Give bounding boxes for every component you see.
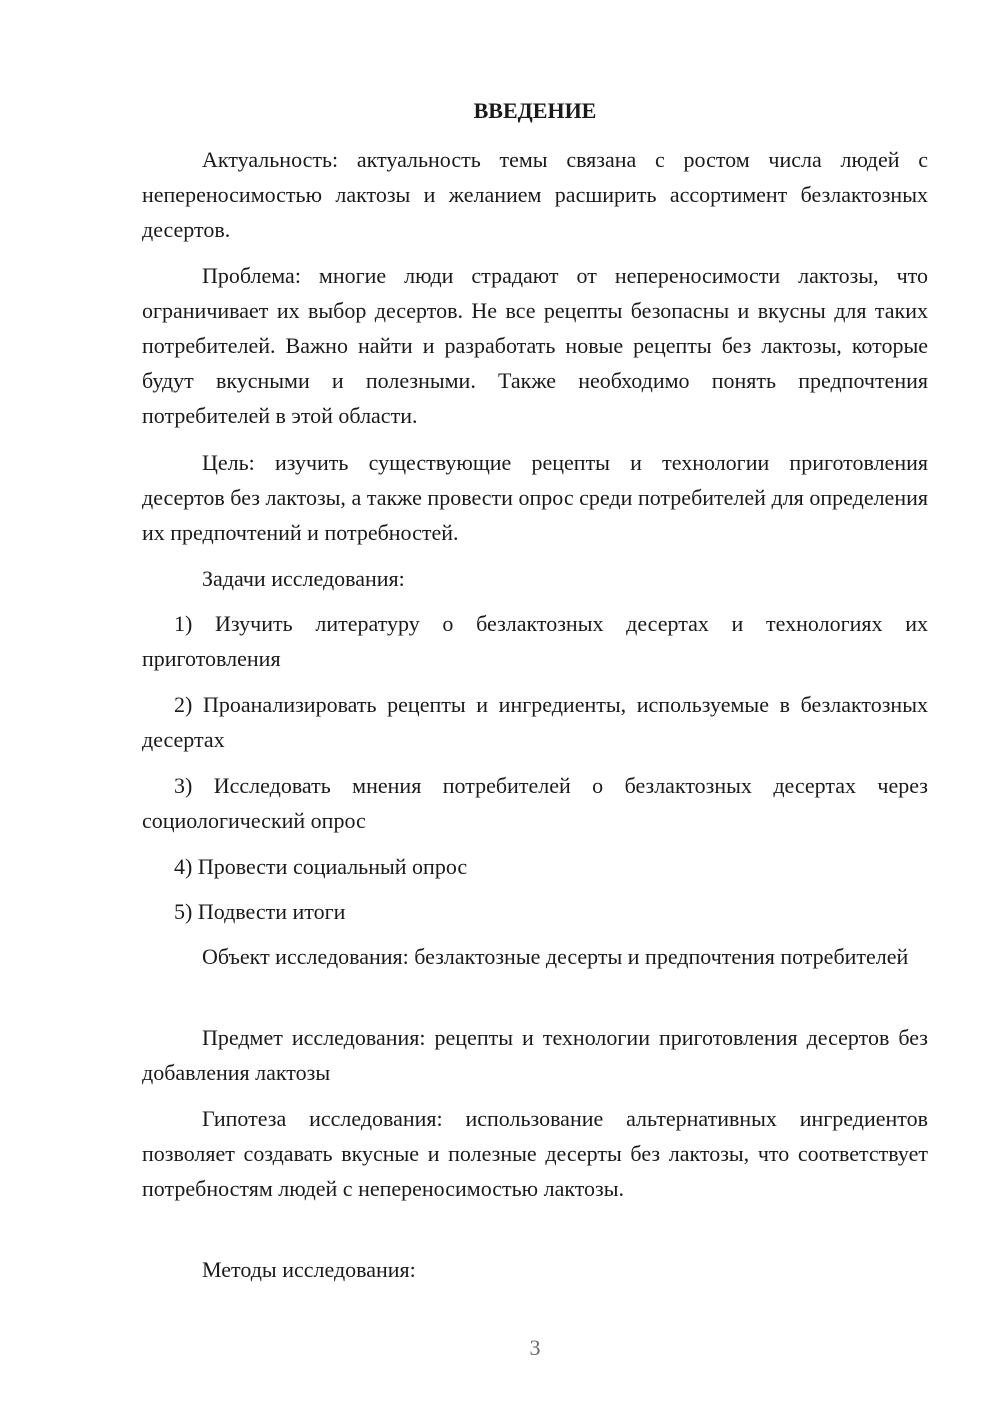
- methods-title: Методы исследования:: [202, 1257, 416, 1282]
- paragraph-problem: Проблема: многие люди страдают от непереносимости лактозы, что ограничивает их выбор десертов. Не все рецепты безопасны и вкусны для таких потребителей. Важно найти и разработать новые рецепты без лактозы, которые будут вкусными и полезными. Также необходимо понять предпочтения потребителей в этой области.: [142, 263, 928, 428]
- tasks-title: Задачи исследования:: [202, 566, 405, 591]
- paragraph-object: Объект исследования: безлактозные десерты и предпочтения потребителей: [202, 944, 909, 969]
- task-item-2: 2) Проанализировать рецепты и ингредиенты, используемые в безлактозных десертах: [142, 692, 928, 752]
- section-heading: ВВЕДЕНИЕ: [473, 98, 597, 123]
- task-item-4: 4) Провести социальный опрос: [174, 854, 468, 879]
- paragraph-hypothesis: Гипотеза исследования: использование альтернативных ингредиентов позволяет создавать вкусные и полезные десерты без лактозы, что соответствует потребностям людей с непереносимостью лактозы.: [142, 1106, 928, 1201]
- task-item-5: 5) Подвести итоги: [174, 899, 346, 924]
- page-number: 3: [529, 1335, 541, 1360]
- paragraph-goal: Цель: изучить существующие рецепты и технологии приготовления десертов без лактозы, а также провести опрос среди потребителей для определения их предпочтений и потребностей.: [142, 450, 928, 545]
- paragraph-relevance: Актуальность: актуальность темы связана с ростом числа людей с непереносимостью лактозы и желанием расширить ассортимент безлактозных десертов.: [142, 147, 928, 242]
- task-item-1: 1) Изучить литературу о безлактозных десертах и технологиях их приготовления: [142, 611, 928, 671]
- paragraph-subject: Предмет исследования: рецепты и технологии приготовления десертов без добавления лактозы: [142, 1025, 928, 1085]
- task-item-3: 3) Исследовать мнения потребителей о безлактозных десертах через социологический опрос: [142, 773, 928, 833]
